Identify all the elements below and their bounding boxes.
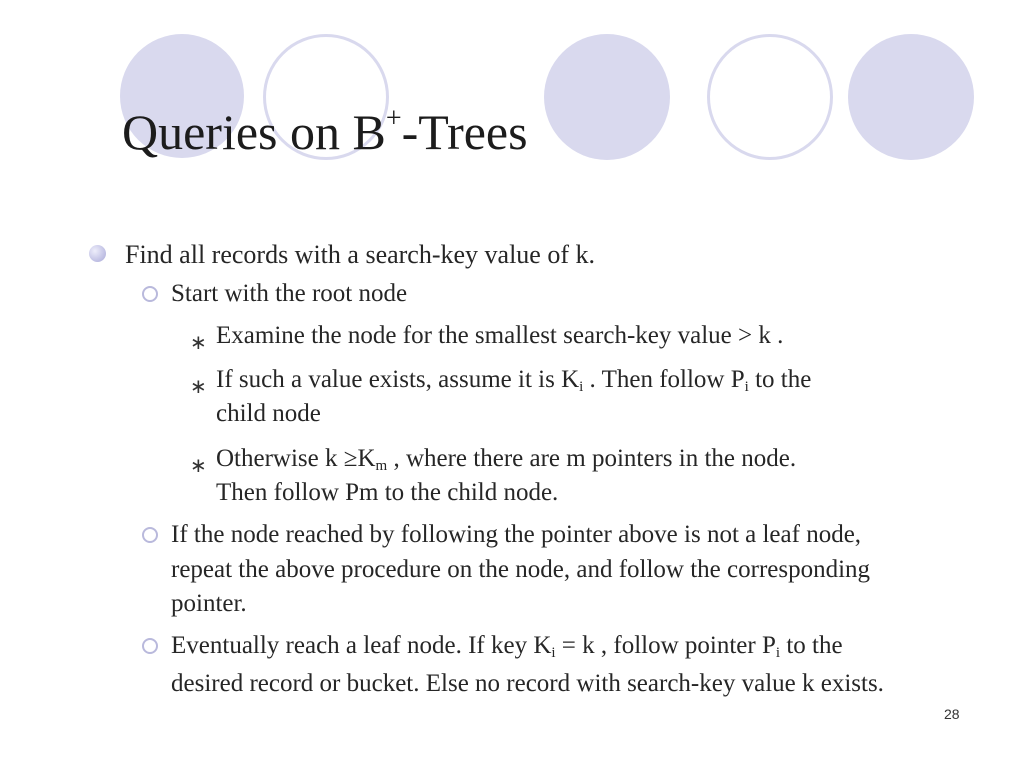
bullet-eventually: Eventually reach a leaf node. If key $K_i = k$ , follow pointer $P_i$ to the <box>171 632 843 661</box>
bullet-ring-icon <box>142 527 158 543</box>
bullet-examine-node: Examine the node for the smallest search-key value > k . <box>216 322 784 349</box>
bullet-value-exists-cont: child node <box>216 400 321 427</box>
bullet-start-root: Start with the root node <box>171 280 408 307</box>
bullet-dot-icon <box>89 245 106 262</box>
bullet-not-leaf-3: pointer. <box>171 590 247 617</box>
title-superscript: + <box>385 103 402 134</box>
bullet-value-exists: If such a value exists, assume it is $K_i$ . Then follow $P_i$ to the <box>216 366 812 395</box>
slide-number: 28 <box>944 706 960 722</box>
bullet-eventually-cont: desired record or bucket. Else no record with search-key value k exists. <box>171 670 884 697</box>
title-rest: -Trees <box>401 104 528 160</box>
decor-ring-2 <box>707 34 833 160</box>
bullet-asterisk-icon: ∗ <box>190 453 207 477</box>
bullet-ring-icon <box>142 286 158 302</box>
bullet-otherwise-cont: Then follow Pm to the child node. <box>216 479 559 506</box>
slide-title <box>122 100 528 164</box>
bullet-otherwise: Otherwise $k \ge K_m$ , where there are m pointers in the node. <box>216 445 797 474</box>
bullet-find-records: Find all records with a search-key value of k. <box>125 240 596 269</box>
bullet-asterisk-icon: ∗ <box>190 374 207 398</box>
decor-circle-2 <box>544 34 670 160</box>
bullet-asterisk-icon: ∗ <box>190 330 207 354</box>
bullet-not-leaf-1: If the node reached by following the pointer above is not a leaf node, <box>171 521 862 548</box>
title-main: Queries on B <box>122 104 386 160</box>
bullet-not-leaf-2: repeat the above procedure on the node, and follow the corresponding <box>171 556 871 583</box>
decor-circle-3 <box>848 34 974 160</box>
bullet-ring-icon <box>142 638 158 654</box>
